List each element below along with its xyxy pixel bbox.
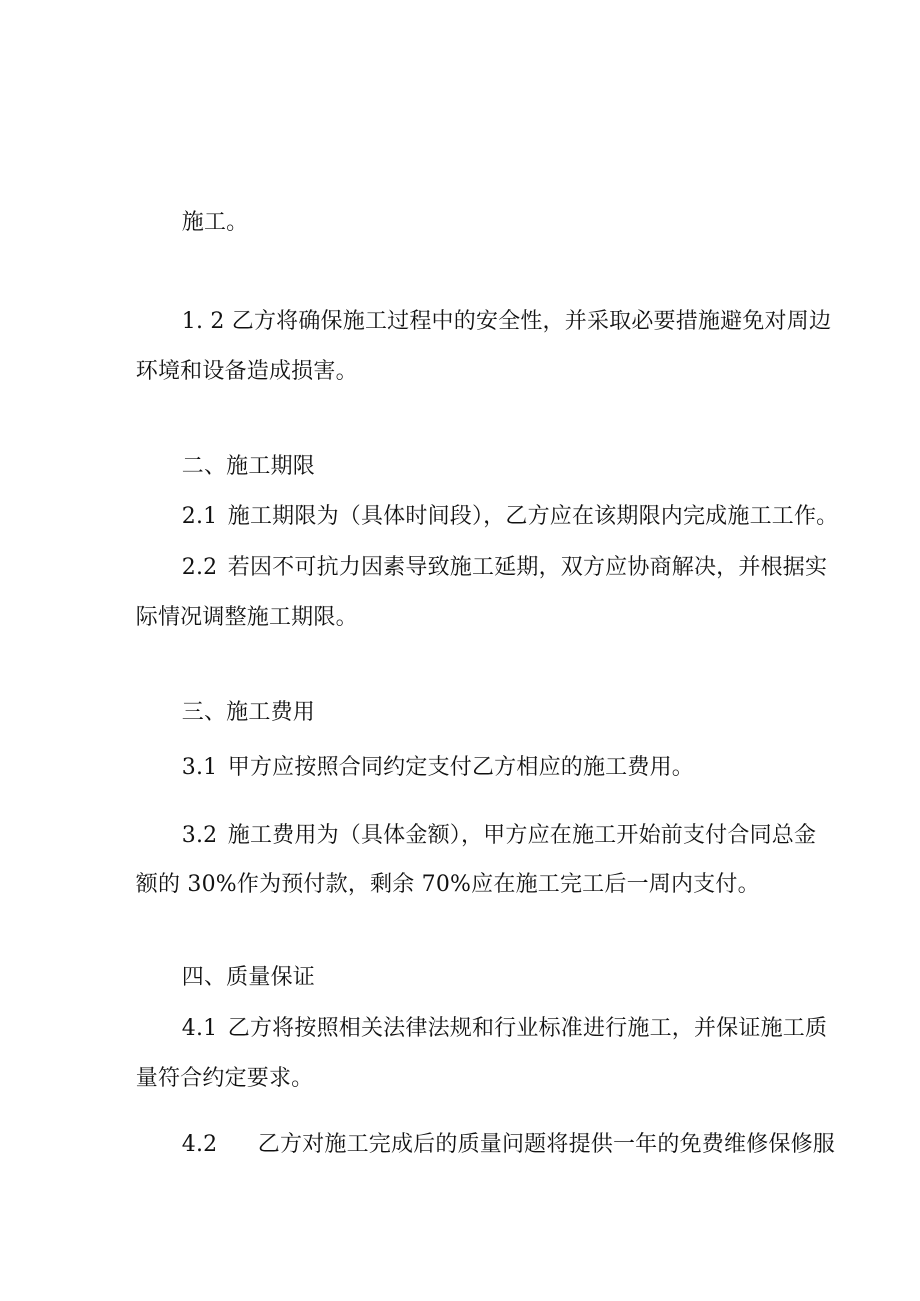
clause-text: 额的 30%作为预付款，剩余 70%应在施工完工后一周内支付。: [135, 872, 760, 897]
clause-text: 1. 2 乙方将确保施工过程中的安全性，并采取必要措施避免对周边: [181, 309, 832, 334]
clause-text: 施工费用为（具体金额），甲方应在施工开始前支付合同总金: [227, 823, 817, 848]
section-heading-text: 二、施工期限: [181, 454, 315, 479]
section-heading-text: 三、施工费用: [181, 700, 315, 725]
clause-number: 2.1: [181, 504, 218, 529]
clause-1-2-line-2: [107, 333, 358, 411]
clause-text: 环境和设备造成损害。: [135, 359, 358, 384]
clause-number: 4.1: [181, 1016, 218, 1041]
section-heading-text: 四、质量保证: [181, 965, 315, 990]
clause-4-2-line-1: [153, 1106, 835, 1184]
clause-text: 施工期限为（具体时间段），乙方应在该期限内完成施工工作。: [227, 504, 839, 529]
clause-text: 乙方将按照相关法律法规和行业标准进行施工，并保证施工质: [227, 1016, 828, 1041]
clause-text: 甲方应按照合同约定支付乙方相应的施工费用。: [227, 755, 694, 780]
clause-3-2-line-2: [107, 846, 760, 924]
paragraph-text: 施工。: [181, 210, 249, 235]
clause-3-1: [153, 729, 694, 807]
clause-number: 4.2: [181, 1132, 218, 1157]
continued-paragraph: [153, 184, 248, 262]
clause-number: 2.2: [181, 555, 218, 580]
clause-number: 3.2: [181, 823, 218, 848]
clause-text: 若因不可抗力因素导致施工延期，双方应协商解决，并根据实: [227, 555, 828, 580]
clause-number: 3.1: [181, 755, 218, 780]
clause-text: 量符合约定要求。: [135, 1066, 314, 1091]
clause-text: 乙方对施工完成后的质量问题将提供一年的免费维修保修服: [257, 1132, 835, 1157]
clause-2-2-line-2: [107, 579, 358, 657]
clause-text: 际情况调整施工期限。: [135, 605, 358, 630]
